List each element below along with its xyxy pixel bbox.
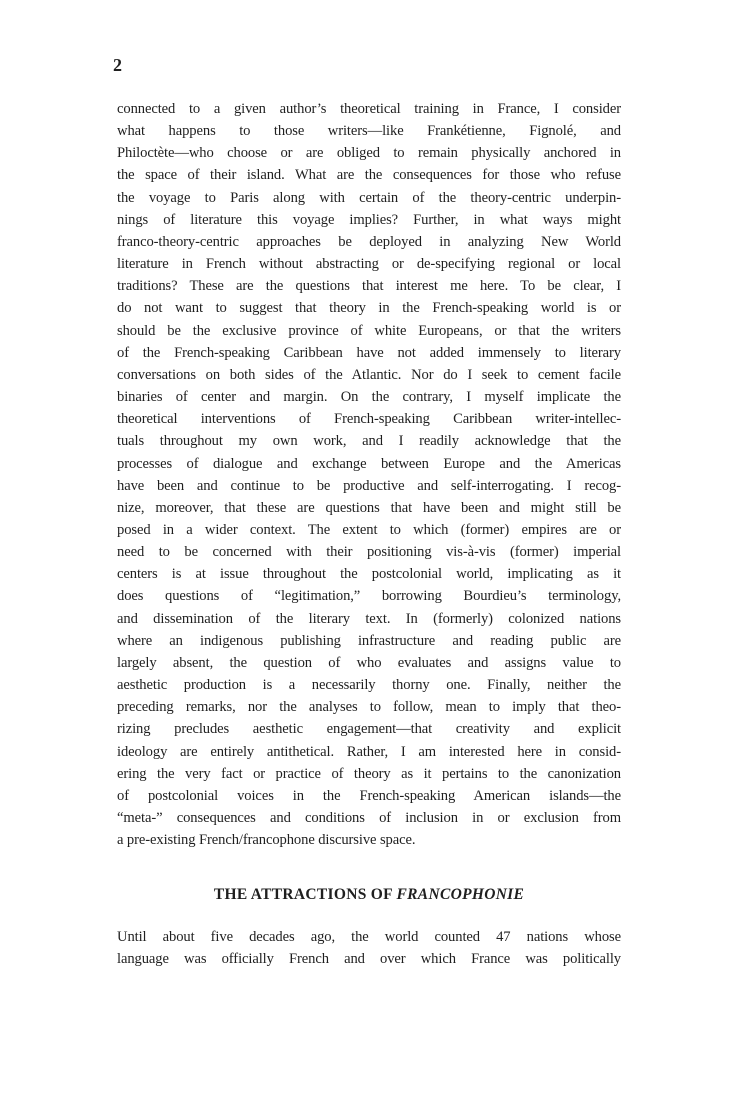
text-line: literature in French without abstracting or de-specifying regional or local bbox=[117, 256, 621, 273]
section-heading-text: THE ATTRACTIONS OF bbox=[213, 886, 397, 904]
text-line: Until about five decades ago, the world counted 47 nations whose bbox=[117, 929, 621, 946]
text-line: theoretical interventions of French-speaking Caribbean writer-intellec- bbox=[117, 411, 621, 428]
text-block bbox=[117, 98, 621, 971]
text-line: a pre-existing French/francophone discursive space. bbox=[117, 832, 416, 849]
text-line: where an indigenous publishing infrastructure and reading public are bbox=[117, 632, 621, 649]
text-line: the voyage to Paris along with certain of the theory-centric underpin- bbox=[117, 189, 621, 206]
text-line: posed in a wider context. The extent to which (former) empires are or bbox=[117, 521, 621, 538]
text-line: need to be concerned with their positioning vis-à-vis (former) imperial bbox=[117, 544, 621, 561]
text-line: should be the exclusive province of white Europeans, or that the writers bbox=[117, 322, 621, 339]
text-line: the space of their island. What are the consequences for those who refuse bbox=[117, 167, 621, 184]
text-line: “meta-” consequences and conditions of inclusion in or exclusion from bbox=[117, 810, 621, 826]
text-line: what happens to those writers—like Frankétienne, Fignolé, and bbox=[117, 123, 621, 140]
text-line: nings of literature this voyage implies? Further, in what ways might bbox=[117, 211, 621, 228]
page-number: 2 bbox=[113, 55, 122, 75]
text-line: rizing precludes aesthetic engagement—that creativity and explicit bbox=[117, 721, 621, 738]
text-line: traditions? These are the questions that interest me here. To be clear, I bbox=[117, 278, 621, 295]
text-line: and dissemination of the literary text. In (formerly) colonized nations bbox=[117, 610, 621, 627]
text-line: largely absent, the question of who evaluates and assigns value to bbox=[117, 654, 621, 671]
text-line: connected to a given author’s theoretical training in France, I consider bbox=[117, 101, 621, 117]
section-heading bbox=[117, 884, 621, 906]
text-line: ering the very fact or practice of theory as it pertains to the canonization bbox=[117, 765, 621, 782]
text-line: tuals throughout my own work, and I readily acknowledge that the bbox=[117, 433, 621, 450]
text-line: preceding remarks, nor the analyses to follow, mean to imply that theo- bbox=[117, 699, 621, 716]
text-line: does questions of “legitimation,” borrowing Bourdieu’s terminology, bbox=[117, 588, 621, 605]
text-line: centers is at issue throughout the postcolonial world, implicating as it bbox=[117, 566, 621, 583]
text-line: processes of dialogue and exchange between Europe and the Americas bbox=[117, 455, 621, 472]
paragraph-section-opening bbox=[117, 926, 621, 970]
text-line: have been and continue to be productive and self-interrogating. I recog- bbox=[117, 477, 621, 494]
paragraph-continued bbox=[117, 98, 621, 851]
text-line: nize, moreover, that these are questions that have been and might still be bbox=[117, 499, 621, 516]
text-line: do not want to suggest that theory in the French-speaking world is or bbox=[117, 300, 621, 317]
text-line: of postcolonial voices in the French-speaking American islands—the bbox=[117, 787, 621, 804]
section-heading-italic-term: FRANCOPHONIE bbox=[396, 886, 525, 904]
text-line: binaries of center and margin. On the contrary, I myself implicate the bbox=[117, 389, 621, 406]
text-line: of the French-speaking Caribbean have not added immensely to literary bbox=[117, 344, 621, 361]
text-line: Philoctète—who choose or are obliged to remain physically anchored in bbox=[117, 145, 621, 162]
text-line: ideology are entirely antithetical. Rather, I am interested here in consid- bbox=[117, 743, 621, 760]
text-line: aesthetic production is a necessarily thorny one. Finally, neither the bbox=[117, 677, 621, 694]
text-line: franco-theory-centric approaches be deployed in analyzing New World bbox=[117, 233, 621, 250]
text-line: conversations on both sides of the Atlantic. Nor do I seek to cement facile bbox=[117, 366, 621, 383]
text-line: language was officially French and over which France was politically bbox=[117, 951, 621, 968]
